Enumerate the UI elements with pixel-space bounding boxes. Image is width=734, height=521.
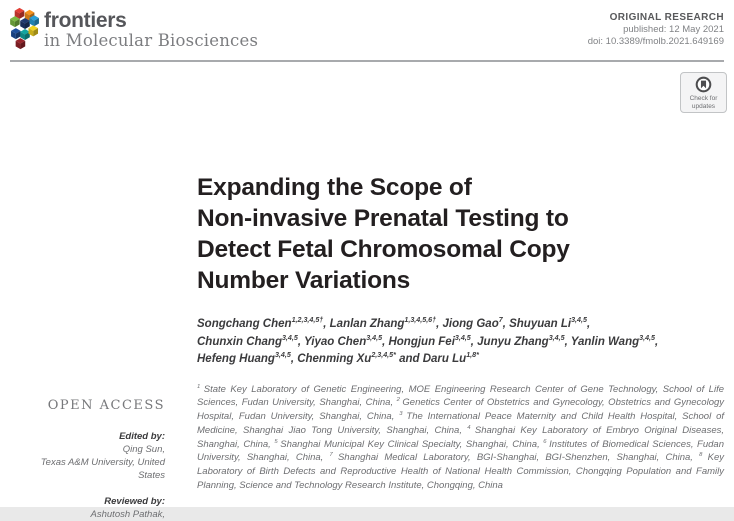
header-divider [10,60,724,62]
doi-line: doi: 10.3389/fmolb.2021.649169 [587,35,724,47]
published-date: published: 12 May 2021 [623,24,724,35]
frontiers-logo-icon [10,7,40,51]
crossmark-bookmark-icon [695,76,712,93]
editor-affiliation: Texas A&M University, United States [40,457,165,481]
check-for-updates-badge[interactable] [680,72,727,113]
open-access-label: OPEN ACCESS [47,398,165,413]
edited-by-block [15,430,165,482]
edited-by-label: Edited by: [119,431,165,442]
editor-name: Qing Sun, [122,444,165,455]
check-for-updates-label: Check for updates [689,95,718,110]
article-header-column [197,172,724,493]
journal-brand [10,7,258,51]
affiliation-list: $^1$ State Key Laboratory of Genetic Engineering, MOE Engineering Research Center of Gene Technology, School of Life Sciences, Fudan University, Shanghai, China, $^2$ Genetics Center of Obstetrics and Gynecology, Obstetrics and Gynecology Hospital, Fudan University, Shanghai, China, $^3$ The International Peace Maternity and Child Health Hospital, School of Medicine, Shanghai Jiao Tong University, Shanghai, China, $^4$ Shanghai Key Laboratory of Embryo Original Diseases, Shanghai, China, $^5$ Shanghai Municipal Key Clinical Specialty, Shanghai, China, $^6$ Institutes of Biomedical Sciences, Fudan University, Shanghai, China, $^7$ Shanghai Medical Laboratory, BGI-Shanghai, BGI-Shenzhen, Shanghai, China, $^8$ Key Laboratory of Birth Defects and Reproductive Health of National Health Commission, Chongqing Population and Family Planning, Science and Technology Research Institute, Chongqing, China [197,383,725,492]
journal-subtitle: in Molecular Biosciences [44,31,259,50]
article-type-label: ORIGINAL RESEARCH [609,12,724,23]
article-meta [588,12,724,47]
journal-name: frontiers [44,9,127,32]
reviewer-name: Ashutosh Pathak, [90,509,165,520]
author-list: Songchang Chen$^{1,2,3,4,5\dagger}$, Lanlan Zhang$^{1,3,4,5,6\dagger}$, Jiong Gao$^7$, Shuyuan Li$^{3,4,5}$, Chunxin Chang$^{3,4,5}$, Yiyao Chen$^{3,4,5}$, Hongjun Fei$^{3,4,5}$, Junyu Zhang$^{3,4,5}$, Yanlin Wang$^{3,4,5}$, Hefeng Huang$^{3,4,5}$, Chenming $Xu^{2,3,4,5*}$ and Daru $Lu^{1,8*}$ [197,316,659,365]
article-title: Expanding the Scope of Non-invasive Prenatal Testing to Detect Fetal Chromosomal Copy Number Variations [197,174,570,294]
reviewed-by-block [15,495,165,521]
review-sidebar [15,398,165,521]
reviewed-by-label: Reviewed by: [104,496,165,507]
